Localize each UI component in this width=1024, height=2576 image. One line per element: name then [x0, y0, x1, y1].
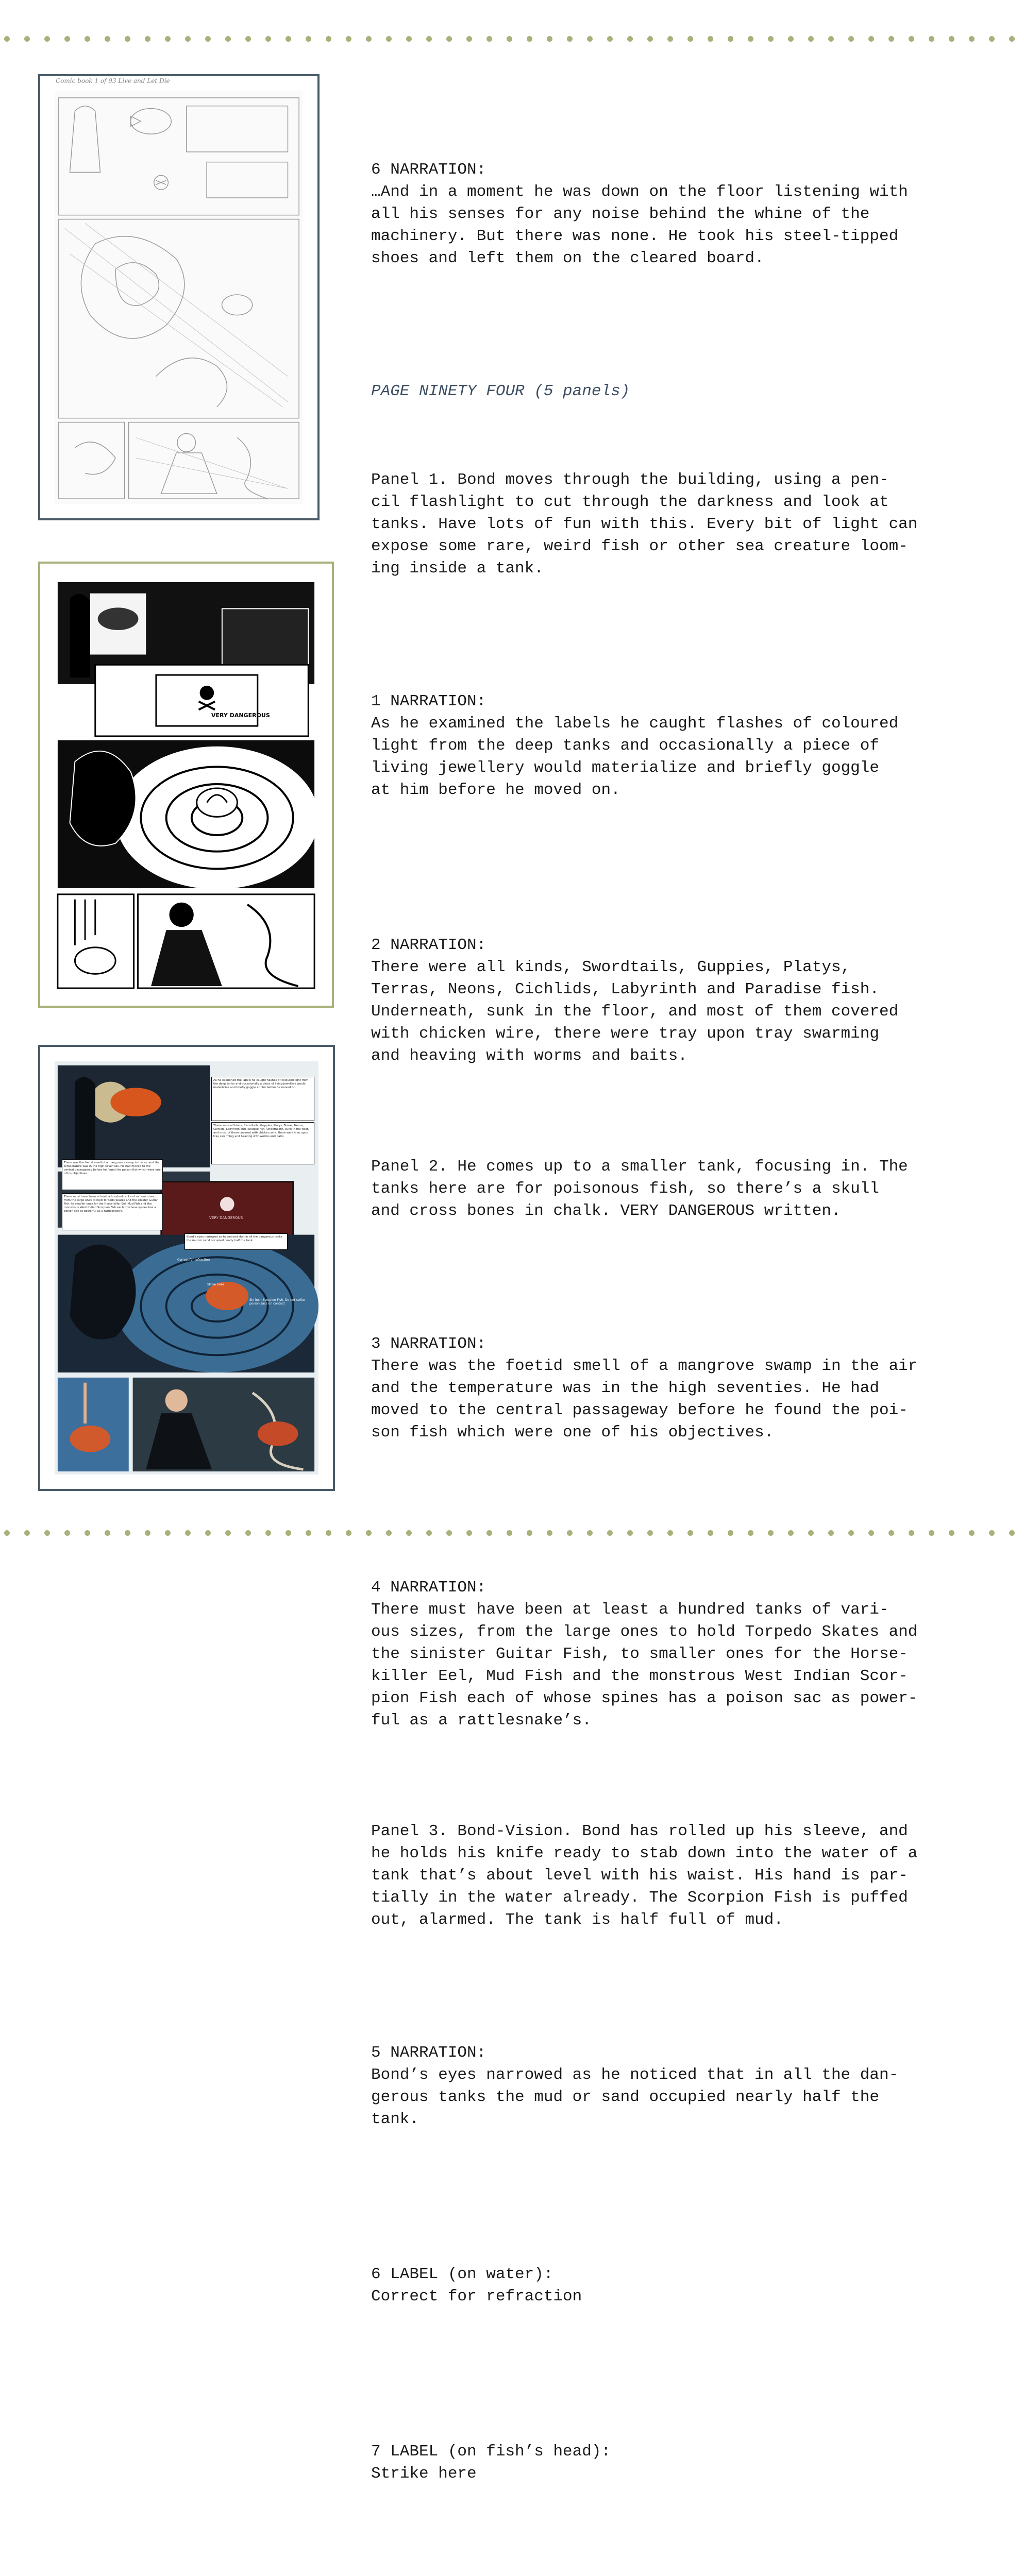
border-dot — [708, 36, 713, 42]
pencil-corner-note: Comic book 1 of 93 Live and Let Die — [56, 77, 170, 84]
color-sign-text: VERY DANGEROUS — [209, 1216, 243, 1220]
border-dot — [44, 36, 50, 42]
border-dot — [687, 36, 693, 42]
narration-2 — [371, 890, 1000, 1089]
color-caption-3: There was the foetid smell of a mangrove swamp in the air and the temperature was in the high seventies. He had moved to the central passageway before he found the poison fish which were one of his objectives. — [62, 1159, 163, 1190]
border-dot — [788, 36, 794, 42]
border-dot — [105, 1530, 110, 1536]
border-dot — [567, 36, 573, 42]
border-dot — [306, 1530, 311, 1536]
border-dot — [728, 36, 733, 42]
narration-4 — [371, 1532, 1000, 1754]
narration-heading: 6 NARRATION: — [371, 161, 486, 179]
border-dot — [326, 1530, 331, 1536]
border-dot — [828, 36, 834, 42]
border-dot — [145, 36, 150, 42]
narration-5 — [371, 1997, 1000, 2153]
border-dot — [165, 36, 171, 42]
narration-text: There was the foetid smell of a mangrove swamp in the air and the temperature was in the high seventies. He had moved to the central passageway before he found the poi- son fish which were one of his objectives. — [371, 1357, 918, 1442]
border-dot — [949, 36, 954, 42]
border-dot — [85, 36, 90, 42]
border-dot — [85, 1530, 90, 1536]
border-dot — [64, 36, 70, 42]
border-dot — [386, 36, 392, 42]
narration-heading: 4 NARRATION: — [371, 1579, 486, 1597]
pencil-sketch-art — [55, 91, 303, 504]
panel-1-description: Panel 1. Bond moves through the building, using a pen- cil flashlight to cut through the darkness and look at tanks. Have lots of fun with this. Every bit of light can expose some rare, weird fish or other sea creature loom- ing inside a tank. — [371, 471, 918, 578]
panel-3-description: Panel 3. Bond-Vision. Bond has rolled up his sleeve, and he holds his knife ready to stab down into the water of a tank that’s about level with his waist. His hand is par- tially in the water already. The Scorpion Fish is puffed out, alarmed. The tank is half full of mud. — [371, 1822, 918, 1929]
narration-1 — [371, 646, 1000, 823]
border-dot — [125, 36, 130, 42]
border-dot — [366, 36, 372, 42]
inked-art — [55, 578, 317, 991]
panel-2-description: Panel 2. He comes up to a smaller tank, focusing in. The tanks here are for poisonous fish, so there’s a skull and cross bones in chalk. VERY DANGEROUS written. — [371, 1158, 908, 1220]
border-dot — [4, 1530, 10, 1536]
border-dot — [667, 36, 673, 42]
pencil-page-thumbnail — [38, 74, 320, 520]
border-dot — [1009, 1530, 1015, 1536]
narration-3 — [371, 1289, 1000, 1466]
border-dot — [888, 36, 894, 42]
color-caption-1: As he examined the labels he caught flashes of coloured light from the deep tanks and occasionally a piece of living jewellery would materialize and briefly goggle at him before he moved on. — [211, 1077, 314, 1121]
narration-text: There must have been at least a hundred tanks of vari- ous sizes, from the large ones to hold Torpedo Skates and the sinister Guitar Fish, to smaller ones for the Horse- killer Eel, Mud Fish and the monstrous West Indian Scor- pion Fish each of whose spines has a poison sac as power- ful as a rattlesnake’s. — [371, 1601, 918, 1730]
border-dot — [768, 36, 774, 42]
narration-6-prev — [371, 114, 1000, 292]
border-dot — [225, 36, 231, 42]
border-dot — [64, 1530, 70, 1536]
border-dot — [486, 36, 492, 42]
border-dot — [4, 36, 10, 42]
top-dot-border — [0, 34, 1024, 44]
border-dot — [909, 36, 914, 42]
narration-text: As he examined the labels he caught flashes of coloured light from the deep tanks and occasionally a piece of living jewellery would materialize and briefly goggle at him before he moved on. — [371, 715, 899, 799]
color-label-strike: Strike here — [207, 1283, 224, 1286]
border-dot — [245, 36, 251, 42]
label-6 — [371, 2219, 1000, 2330]
border-dot — [547, 36, 552, 42]
border-dot — [647, 36, 653, 42]
border-dot — [748, 36, 753, 42]
border-dot — [205, 36, 211, 42]
border-dot — [245, 1530, 251, 1536]
border-dot — [165, 1530, 171, 1536]
border-dot — [929, 36, 934, 42]
label-heading: 6 LABEL (on water): — [371, 2265, 553, 2283]
inked-page-thumbnail — [38, 562, 334, 1008]
border-dot — [989, 36, 995, 42]
border-dot — [326, 36, 331, 42]
border-dot — [145, 1530, 150, 1536]
border-dot — [1009, 36, 1015, 42]
border-dot — [306, 36, 311, 42]
border-dot — [185, 1530, 191, 1536]
narration-text: There were all kinds, Swordtails, Guppies, Platys, Terras, Neons, Cichlids, Labyrinth and Paradise fish. Underneath, sunk in the floor, and most of them covered with chicken wire, there were tray upon tray swarming and heaving with worms and baits. — [371, 958, 899, 1065]
border-dot — [507, 36, 512, 42]
border-dot — [969, 36, 975, 42]
narration-heading: 2 NARRATION: — [371, 936, 486, 954]
color-caption-2: There were all kinds, Swordtails, Guppies, Platys, Terras, Neons, Cichlids, Labyrinth and Paradise fish. Underneath, sunk in the floor, and most of them covered with chicken wire, there were tray upon tray swarming and heaving with worms and baits. — [211, 1122, 314, 1164]
narration-heading: 5 NARRATION: — [371, 2044, 486, 2062]
border-dot — [225, 1530, 231, 1536]
label-8 — [371, 2573, 1000, 2576]
narration-text: Bond’s eyes narrowed as he noticed that in all the dan- gerous tanks the mud or sand occupied nearly half the tank. — [371, 2066, 899, 2128]
border-dot — [286, 1530, 291, 1536]
inked-sign-text: VERY DANGEROUS — [211, 712, 270, 719]
label-heading: 7 LABEL (on fish’s head): — [371, 2443, 611, 2461]
color-page-thumbnail — [38, 1045, 335, 1491]
label-7 — [371, 2396, 1000, 2507]
border-dot — [426, 36, 432, 42]
border-dot — [125, 1530, 130, 1536]
border-dot — [446, 36, 452, 42]
narration-heading: 1 NARRATION: — [371, 692, 486, 710]
border-dot — [265, 36, 271, 42]
label-text: Correct for refraction — [371, 2287, 582, 2306]
border-dot — [205, 1530, 211, 1536]
color-label-refraction: Correct for refraction — [177, 1258, 210, 1262]
border-dot — [185, 36, 191, 42]
narration-text: …And in a moment he was down on the floor listening with all his senses for any noise behind the whine of the machinery. But there was none. He took his steel-tipped shoes and left them on the cleared board. — [371, 183, 908, 267]
border-dot — [105, 36, 110, 42]
narration-heading: 3 NARRATION: — [371, 1335, 486, 1353]
border-dot — [346, 1530, 351, 1536]
border-dot — [808, 36, 814, 42]
page-heading: PAGE NINETY FOUR (5 panels) — [371, 382, 630, 400]
script-column — [371, 70, 1000, 2576]
border-dot — [44, 1530, 50, 1536]
border-dot — [607, 36, 613, 42]
border-dot — [868, 36, 874, 42]
border-dot — [627, 36, 633, 42]
border-dot — [527, 36, 532, 42]
color-caption-5: Bond's eyes narrowed as he noticed that in all the dangerous tanks the mud or sand occupied nearly half the tank. — [184, 1233, 288, 1250]
border-dot — [346, 36, 351, 42]
border-dot — [466, 36, 472, 42]
border-dot — [286, 36, 291, 42]
border-dot — [406, 36, 412, 42]
border-dot — [24, 1530, 30, 1536]
border-dot — [265, 1530, 271, 1536]
label-text: Strike here — [371, 2465, 477, 2483]
border-dot — [24, 36, 30, 42]
border-dot — [848, 36, 854, 42]
color-caption-4: There must have been at least a hundred tanks of various sizes, from the large ones to hold Torpedo Skates and the sinister Guitar Fish, to smaller ones for the Horse-killer Eel, Mud Fish and the monstrous West Indian Scorpion Fish each of whose spines has a poison sac as powerful as a rattlesnake's. — [62, 1193, 163, 1230]
border-dot — [587, 36, 593, 42]
color-label-fish: Six inch Scorpion Fish. Do not strike poison sacs on contact — [249, 1298, 305, 1306]
